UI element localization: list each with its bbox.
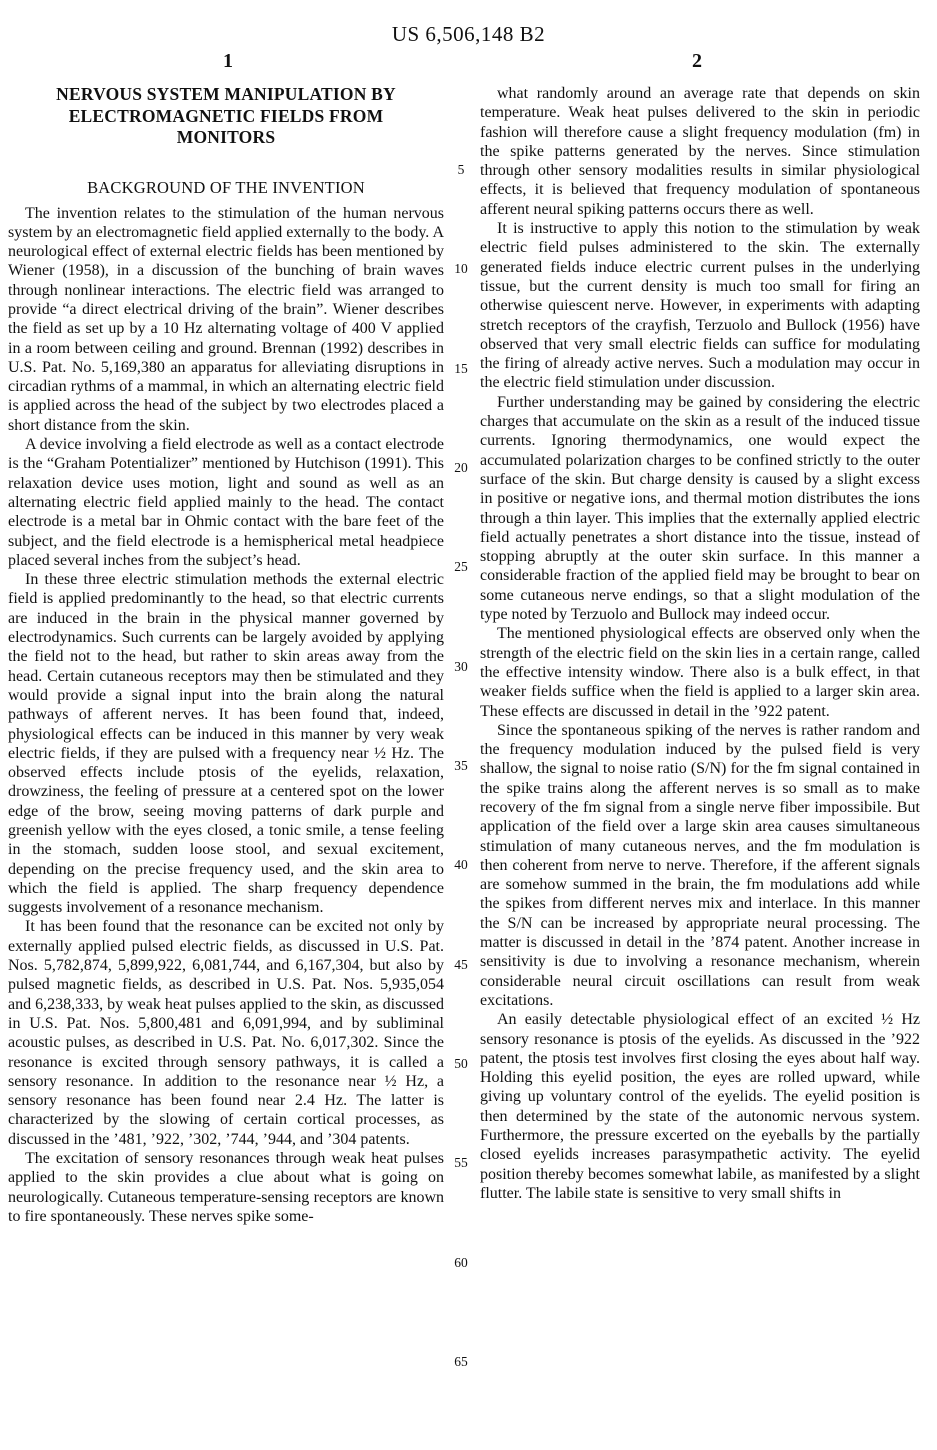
- line-number-40: 40: [454, 857, 468, 872]
- right-paragraph-3: Further understanding may be gained by considering the electric charges that accumulate on the skin as a result of the induced tissue currents. Ignoring thermodynamics, one would expect the accumulated polarization charges to be confined strictly to the outer surface of the skin. But charge density is caused by a slight excess in positive or negative ions, and thermal motion distributes the ions through a thin layer. This implies that the externally applied electric field actually penetrates a short distance into the tissue, instead of stopping abruptly at the outer skin surface. In this manner a considerable fraction of the applied field may be brought to bear on some cutaneous nerve endings, so that a slight modulation of the type noted by Terzuolo and Bullock may indeed occur.: [480, 393, 920, 624]
- section-heading: BACKGROUND OF THE INVENTION: [87, 177, 365, 197]
- line-number-20: 20: [454, 460, 468, 475]
- left-paragraph-3: In these three electric stimulation methods the external electric field is applied predominantly to the head, so that electric currents are induced in the brain in the physical manner governed by electrodynamics. Such currents can be largely avoided by applying the field not to the head, but rather to skin areas away from the head. Certain cutaneous receptors may then be stimulated and they would provide a signal input into the brain along the natural pathways of afferent nerves. It has been found that, indeed, physiological effects can be induced in this manner by very weak electric fields, if they are pulsed with a frequency near ½ Hz. The observed effects include ptosis of the eyelids, relaxation, drowziness, the feeling of pressure at a centered spot on the lower edge of the brow, seeing moving patterns of dark purple and greenish yellow with the eyes closed, a tonic smile, a tense feeling in the stomach, sudden loose stool, and sexual excitement, depending on the precise frequency used, and the skin area to which the field is applied. The sharp frequency dependence suggests involvement of a resonance mechanism.: [8, 571, 444, 917]
- left-column: [8, 84, 444, 1226]
- line-number-65: 65: [454, 1354, 468, 1369]
- left-paragraph-5: The excitation of sensory resonances through weak heat pulses applied to the skin provides a clue about what is going on neurologically. Cutaneous temperature-sensing receptors are known to fire spontaneously. These nerves spike some-: [8, 1150, 444, 1225]
- line-number-35: 35: [454, 758, 468, 773]
- left-paragraph-2: A device involving a field electrode as well as a contact electrode is the “Graham Potentializer” mentioned by Hutchison (1991). This relaxation device uses motion, light and sound as well as an alternating electric field applied mainly to the head. The contact electrode is a metal bar in Ohmic contact with the bare feet of the subject, and the field electrode is a hemispherical metal headpiece placed several inches from the subject’s head.: [8, 436, 444, 569]
- line-number-5: 5: [457, 162, 465, 177]
- line-number-15: 15: [454, 361, 468, 376]
- right-paragraph-1: what randomly around an average rate that depends on skin temperature. Weak heat pulses delivered to the skin in periodic fashion will therefore cause a slight frequency modulation (fm) in the spike patterns generated by the nerves. Since stimulation through other sensory modalities results in similar physiological effects, it is believed that frequency modulation of spontaneous afferent neural spiking patterns occurs there as well.: [480, 85, 920, 218]
- line-number-55: 55: [454, 1155, 468, 1170]
- line-number-45: 45: [454, 957, 468, 972]
- right-paragraph-6: An easily detectable physiological effect of an excited ½ Hz sensory resonance is ptosis of the eyelids. As discussed in the ’922 patent, the ptosis test involves first closing the eyes about half way. Holding this eyelid position, the eyes are rolled upward, while giving up voluntary control of the eyelids. The eyelid position is then determined by the state of the autonomic nervous system. Furthermore, the pressure excerted on the eyeballs by the partially closed eyelids increases parasympathetic activity. The eyelid position thereby becomes somewhat labile, as manifested by a slight flutter. The labile state is sensitive to very small shifts in: [480, 1011, 920, 1202]
- invention-title: NERVOUS SYSTEM MANIPULATION BY ELECTROMAGNETIC FIELDS FROM MONITORS: [56, 84, 396, 147]
- line-number-10: 10: [454, 261, 468, 276]
- right-paragraph-2: It is instructive to apply this notion to the stimulation by weak electric field pulses administered to the skin. The externally generated fields induce electric current pulses in the underlying tissue, but the current density is much too small for firing an otherwise quiescent nerve. However, in experiments with adapting stretch receptors of the crayfish, Terzuolo and Bullock (1956) have observed that very small electric fields can suffice for modulating the firing of already active nerves. Such a modulation may occur in the electric field stimulation under discussion.: [480, 220, 920, 392]
- column-number-right: 2: [692, 50, 702, 72]
- left-paragraph-1: The invention relates to the stimulation of the human nervous system by an electromagnetic field applied externally to the body. A neurological effect of external electric fields has been mentioned by Wiener (1958), in a discussion of the bunching of brain waves through nonlinear interactions. The electric field was arranged to provide “a direct electrical driving of the brain”. Wiener describes the field as set up by a 10 Hz alternating voltage of 400 V applied in a room between ceiling and ground. Brennan (1992) describes in U.S. Pat. No. 5,169,380 an apparatus for alleviating disruptions in circadian rythms of a mammal, in which an alternating electric field is applied across the head of the subject by two electrodes placed a short distance from the skin.: [8, 204, 444, 434]
- line-number-30: 30: [454, 659, 468, 674]
- left-paragraph-4: It has been found that the resonance can be excited not only by externally applied pulsed electric fields, as discussed in U.S. Pat. Nos. 5,782,874, 5,899,922, 6,081,744, and 6,167,304, but also by pulsed magnetic fields, as described in U.S. Pat. Nos. 5,935,054 and 6,238,333, by weak heat pulses applied to the skin, as discussed in U.S. Pat. Nos. 5,800,481 and 6,091,994, and by subliminal acoustic pulses, as described in U.S. Pat. No. 6,017,302. Since the resonance is excited through sensory pathways, it is called a sensory resonance. In addition to the resonance near ½ Hz, a sensory resonance has been found near 2.4 Hz. The latter is characterized by the slowing of certain cortical processes, as discussed in the ’481, ’922, ’302, ’744, ’944, and ’304 patents.: [8, 918, 444, 1148]
- right-paragraph-4: The mentioned physiological effects are observed only when the strength of the electric field on the skin lies in a certain range, called the effective intensity window. There also is a bulk effect, in that weaker fields suffice when the field is applied to a larger skin area. These effects are discussed in detail in the ’922 patent.: [480, 625, 920, 720]
- line-number-25: 25: [454, 559, 468, 574]
- right-paragraph-5: Since the spontaneous spiking of the nerves is rather random and the frequency modulation induced by the pulsed field is very shallow, the signal to noise ratio (S/N) for the fm signal contained in the spike trains along the afferent nerves is so small as to make recovery of the fm signal from a single nerve fiber impossibile. But application of the field over a large skin area causes simultaneous stimulation of many cutaneous nerves, and the fm modulation is then coherent from nerve to nerve. Therefore, if the afferent signals are somehow summed in the brain, the fm modulations add while the spikes from different nerves mix and interlace. In this manner the S/N can be increased by appropriate neural processing. The matter is discussed in detail in the ’874 patent. Another increase in sensitivity is due to involving a resonance mechanism, wherein considerable neural circuit oscillations can result from weak excitations.: [480, 721, 920, 1009]
- line-number-50: 50: [454, 1056, 468, 1071]
- patent-number-header: US 6,506,148 B2: [391, 22, 546, 46]
- right-column: [480, 84, 920, 1203]
- column-number-left: 1: [223, 50, 233, 72]
- line-number-60: 60: [454, 1255, 468, 1270]
